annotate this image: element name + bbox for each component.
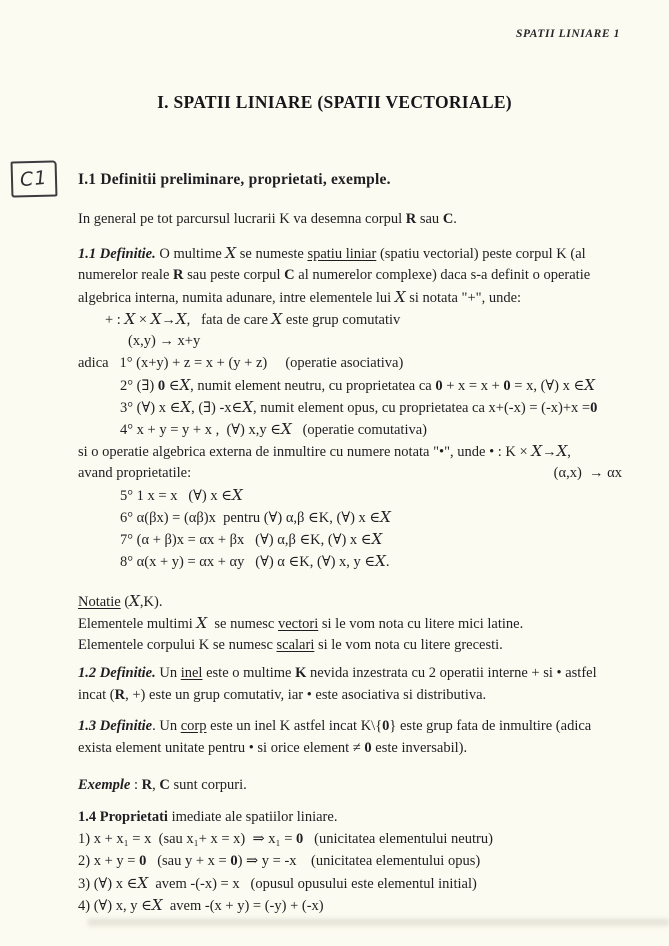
text-line — [78, 462, 622, 484]
text-segment: K — [295, 665, 307, 681]
text-segment: : — [130, 777, 142, 793]
text-line — [78, 440, 622, 462]
text-line — [78, 806, 622, 828]
text-segment: R — [114, 687, 126, 703]
text-segment: 0 — [230, 853, 238, 869]
text-segment: . Un — [152, 718, 181, 734]
text-segment: 1.3 Definitie — [78, 718, 153, 734]
text-segment: X — [242, 398, 254, 416]
text-segment: X — [531, 442, 543, 460]
text-line — [78, 208, 622, 230]
text-segment: sunt corpuri. — [169, 777, 247, 793]
text-segment: O multime — [155, 246, 226, 262]
text-line — [78, 242, 622, 264]
notatie — [78, 590, 622, 656]
text-segment: avem -(x + y) = (-y) + (-x) — [162, 898, 324, 914]
text-segment: al numerelor complexe) daca s-a definit o operatie — [294, 267, 591, 283]
text-segment: si o operatie algebrica externa de inmultire cu numere notata "•", unde • : K × — [78, 444, 532, 460]
text-segment: + : — [105, 312, 125, 328]
text-segment: X — [380, 508, 391, 526]
text-segment: 0 — [139, 853, 147, 869]
text-segment: } este grup fata de inmultire (adica — [389, 718, 592, 734]
text-segment: ( — [120, 594, 130, 610]
text-segment: 4° x + y = y + x , (∀) x,y ∈ — [120, 422, 281, 438]
text-segment: C — [159, 777, 170, 793]
text-segment: I.1 Definitii preliminare, proprietati, exemple. — [78, 171, 391, 188]
text-line — [78, 418, 622, 440]
text-line — [78, 396, 622, 418]
def-1-1 — [78, 242, 622, 572]
text-segment: (x,y) → x+y — [128, 333, 201, 349]
text-segment: . — [385, 554, 390, 570]
text-segment: se numesc — [207, 616, 278, 632]
page-content — [78, 169, 622, 916]
text-segment: X — [271, 310, 283, 328]
text-segment: X — [225, 244, 237, 262]
text-segment: inel — [180, 665, 203, 681]
text-segment: 0 — [296, 831, 304, 847]
text-segment: 3° (∀) x ∈ — [120, 400, 181, 416]
text-segment: si le vom nota cu litere grecesti. — [314, 637, 503, 653]
text-line — [78, 264, 622, 286]
text-segment: × — [135, 312, 151, 328]
text-segment: 0 — [590, 400, 598, 416]
text-segment: R — [141, 777, 153, 793]
text-segment: 2° (∃) — [120, 378, 158, 394]
margin-annotation-box — [11, 160, 58, 197]
text-segment: 0 — [435, 378, 443, 394]
text-segment: In general pe tot parcursul lucrarii K va desemna corpul — [78, 211, 406, 227]
line-right-text — [554, 462, 622, 484]
text-line — [78, 828, 622, 850]
text-segment: X — [232, 486, 243, 504]
text-segment: = x, (∀) x ∈ — [510, 378, 585, 394]
text-line — [78, 308, 622, 330]
text-segment: 6° α(βx) = (αβ)x pentru (∀) α,β ∈K, (∀) x ∈ — [120, 510, 381, 526]
section-heading — [78, 169, 622, 191]
text-segment: 2) x + y = — [78, 853, 140, 869]
text-segment: 4) (∀) x, y ∈ — [78, 898, 152, 914]
text-segment: avand proprietatile: — [78, 465, 192, 481]
text-segment: 5° 1 x = x (∀) x ∈ — [120, 488, 232, 504]
text-segment: exista element unitate pentru • si orice element ≠ — [78, 740, 365, 756]
text-segment: 0 — [157, 378, 166, 394]
text-segment: , — [152, 777, 160, 793]
text-segment: ,K). — [139, 594, 163, 610]
text-segment: R — [405, 211, 417, 227]
text-line — [78, 612, 622, 634]
text-segment: Un — [155, 665, 181, 681]
text-line — [78, 894, 622, 916]
text-line — [78, 715, 622, 737]
text-segment: 7° (α + β)x = αx + βx (∀) α,β ∈K, (∀) x ∈ — [120, 532, 372, 548]
text-segment: X — [150, 310, 162, 328]
text-line — [78, 634, 622, 656]
text-segment: , — [567, 444, 571, 460]
text-segment: (operatie comutativa) — [291, 422, 427, 438]
text-segment: nevida inzestrata cu 2 operatii interne + si • astfel — [306, 665, 597, 681]
text-segment: X — [151, 896, 163, 914]
running-header: SPATII LINIARE 1 — [516, 28, 620, 40]
text-line — [78, 374, 622, 396]
text-segment: Exemple — [78, 777, 131, 793]
text-segment: X — [584, 376, 595, 394]
text-segment: (spatiu vectorial) peste corpul K (al — [376, 246, 586, 262]
text-line — [78, 684, 622, 706]
text-segment: C — [284, 267, 295, 283]
text-line — [78, 528, 622, 550]
text-segment: (sau y + x = — [146, 853, 231, 869]
def-1-3 — [78, 715, 622, 759]
text-segment: , (∃) -x∈ — [191, 400, 243, 416]
text-segment: 8° α(x + y) = αx + αy (∀) α ∈K, (∀) x, y ∈ — [120, 554, 376, 570]
text-segment: X — [394, 288, 406, 306]
text-line — [78, 850, 622, 872]
text-segment: ∈ — [165, 378, 180, 394]
text-segment: 0 — [364, 740, 372, 756]
text-segment: Notatie — [78, 594, 121, 610]
text-line — [78, 286, 622, 308]
text-segment: X — [375, 552, 386, 570]
text-segment: 3) (∀) x ∈ — [78, 876, 138, 892]
text-line — [78, 590, 622, 612]
text-segment: adica 1° (x+y) + z = x + (y + z) (operatie asociativa) — [78, 355, 404, 371]
text-segment: X — [196, 614, 208, 632]
text-segment: → — [542, 444, 557, 460]
text-segment: scalari — [276, 637, 315, 653]
text-segment: se numeste — [236, 246, 308, 262]
text-segment: , +) este un grup comutativ, iar • este asociativa si distributiva. — [125, 687, 487, 703]
text-line — [78, 872, 622, 894]
text-segment: si le vom nota cu litere mici latine. — [318, 616, 524, 632]
text-segment: sau peste corpul — [183, 267, 285, 283]
text-line — [78, 737, 622, 759]
text-segment: X — [371, 530, 383, 548]
text-segment: avem -(-x) = x (opusul opusului este elementul initial) — [148, 876, 477, 892]
text-segment: C — [442, 211, 454, 227]
text-segment: 1.4 Proprietati — [78, 809, 168, 825]
text-segment: Elementele corpului K se numesc — [78, 637, 277, 653]
text-segment: este o multime — [202, 665, 296, 681]
text-segment: vectori — [278, 616, 319, 632]
prop-1-4 — [78, 806, 622, 916]
page-title: I. SPATII LINIARE (SPATII VECTORIALE) — [157, 92, 512, 112]
text-segment: 0 — [382, 718, 390, 734]
text-segment: numerelor reale — [78, 267, 174, 283]
text-segment: X — [124, 310, 136, 328]
text-segment: X — [137, 874, 149, 892]
para-general — [78, 208, 622, 230]
text-segment: incat ( — [78, 687, 115, 703]
text-segment: sau — [416, 211, 443, 227]
text-segment: Elementele multimi — [78, 616, 197, 632]
text-segment: 0 — [503, 378, 511, 394]
text-line — [78, 352, 622, 374]
text-line — [78, 662, 622, 684]
def-1-2 — [78, 662, 622, 706]
text-segment: este inversabil). — [371, 740, 468, 756]
text-segment: 1.2 Definitie. — [78, 665, 156, 681]
text-segment: X — [179, 376, 191, 394]
text-segment: spatiu liniar — [307, 246, 377, 262]
text-segment: ) ⇒ y = -x (unicitatea elementului opus) — [237, 853, 481, 869]
margin-annotation-text: C1 — [19, 166, 49, 192]
text-segment: 1) x + x₁ = x (sau x₁+ x = x) ⇒ x₁ = — [78, 831, 297, 847]
text-segment: , numit element opus, cu proprietatea ca x+(-x) = (-x)+x = — [253, 400, 591, 416]
text-segment: → — [161, 312, 176, 328]
text-segment: corp — [180, 718, 207, 734]
text-segment: + x = x + — [442, 378, 504, 394]
text-segment: (α,x) → αx — [553, 465, 622, 481]
text-line — [78, 484, 622, 506]
text-line — [78, 330, 622, 352]
text-line — [78, 550, 622, 572]
text-segment: este grup comutativ — [282, 312, 401, 328]
text-segment: (unicitatea elementului neutru) — [303, 831, 493, 847]
text-line — [78, 169, 622, 191]
text-segment: X — [280, 420, 292, 438]
text-segment: R — [173, 267, 184, 283]
text-segment: imediate ale spatiilor liniare. — [167, 809, 338, 825]
exemple — [78, 774, 622, 796]
scan-artifact-band — [88, 917, 669, 928]
text-segment: , numit element neutru, cu proprietatea ca — [190, 378, 436, 394]
text-segment: X — [175, 310, 187, 328]
text-segment: este un inel K astfel incat K\{ — [206, 718, 383, 734]
text-line — [78, 506, 622, 528]
text-segment: algebrica interna, numita adunare, intre elementele lui — [78, 290, 395, 306]
text-segment: X — [556, 442, 568, 460]
text-line — [78, 774, 622, 796]
text-segment: si notata "+", unde: — [405, 290, 522, 306]
text-segment: X — [129, 592, 140, 610]
text-segment: , fata de care — [186, 312, 272, 328]
text-segment: X — [180, 398, 192, 416]
text-segment: . — [453, 211, 457, 227]
text-segment: 1.1 Definitie. — [78, 246, 156, 262]
